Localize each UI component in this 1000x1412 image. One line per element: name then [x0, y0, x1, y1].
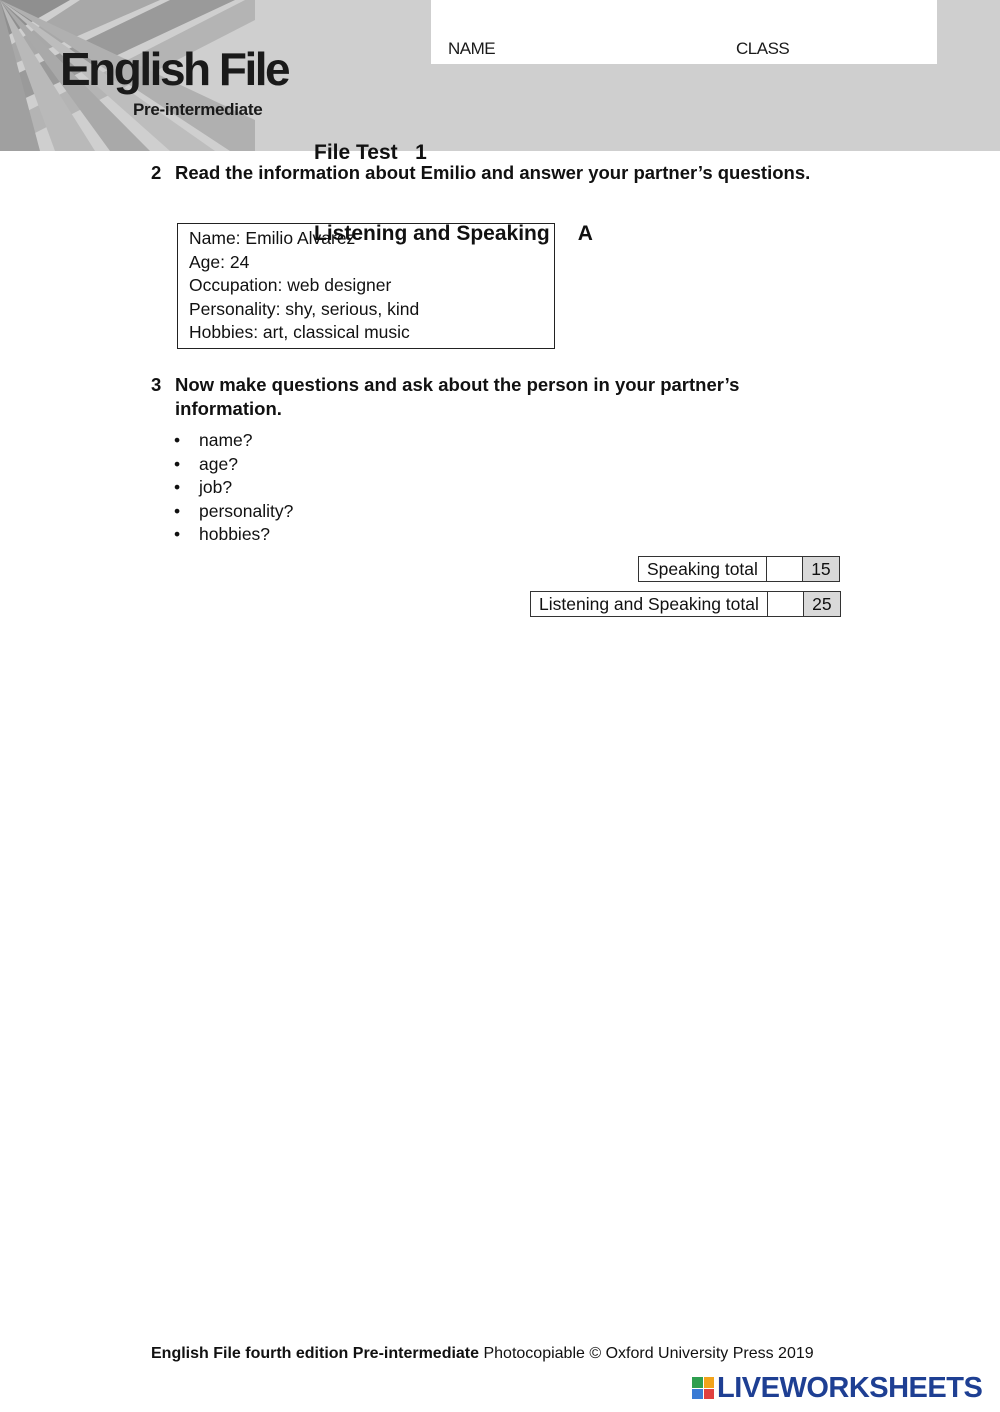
info-hobbies: Hobbies: art, classical music [189, 322, 410, 342]
speaking-total-box [638, 556, 840, 582]
list-item-text: hobbies? [199, 524, 271, 544]
info-name: Name: Emilio Alvarez [189, 228, 356, 248]
logo-title: English File [60, 43, 289, 95]
question-text: Read the information about Emilio and answer your partner’s questions. [175, 162, 811, 183]
footer-copyright: Photocopiable © Oxford University Press 2019 [479, 1345, 814, 1362]
listening-speaking-total-box [530, 591, 841, 617]
bullet-icon: • [174, 430, 181, 450]
list-item-text: job? [199, 477, 233, 497]
logo-subtitle: Pre-intermediate [133, 100, 263, 119]
speaking-score-field[interactable] [767, 557, 803, 581]
listening-speaking-max-score: 25 [804, 592, 840, 616]
info-occupation: Occupation: web designer [189, 275, 392, 295]
copyright-footer [151, 1345, 814, 1363]
bullet-icon: • [174, 453, 181, 474]
bullet-icon: • [174, 524, 181, 544]
name-class-field[interactable] [431, 0, 937, 64]
footer-book-title: English File fourth edition Pre-intermediate [151, 1345, 480, 1362]
class-label: CLASS [736, 39, 790, 58]
liveworksheets-watermark [692, 1372, 982, 1404]
listening-speaking-total-label: Listening and Speaking total [531, 592, 768, 616]
question-text: Now make questions and ask about the person in your partner’s information. [175, 374, 740, 419]
speaking-total-label: Speaking total [639, 557, 767, 581]
test-title-line1: File Test 1 [314, 141, 427, 164]
speaking-max-score: 15 [803, 557, 839, 581]
test-version: A [577, 222, 593, 245]
emilio-info-box [177, 223, 555, 349]
info-personality: Personality: shy, serious, kind [189, 298, 420, 319]
liveworksheets-text: LIVEWORKSHEETS [717, 1371, 983, 1404]
bullet-icon: • [174, 500, 181, 521]
bullet-icon: • [174, 477, 181, 497]
question-number: 3 [151, 374, 162, 395]
question-number: 2 [151, 162, 162, 183]
test-title-section: Listening and Speaking [314, 222, 550, 245]
list-item-text: age? [199, 453, 238, 474]
name-label: NAME [448, 39, 496, 58]
list-item-text: name? [199, 430, 253, 450]
liveworksheets-logo-icon [692, 1377, 714, 1399]
listening-speaking-score-field[interactable] [768, 592, 804, 616]
info-age: Age: 24 [189, 251, 250, 272]
list-item-text: personality? [199, 500, 294, 521]
